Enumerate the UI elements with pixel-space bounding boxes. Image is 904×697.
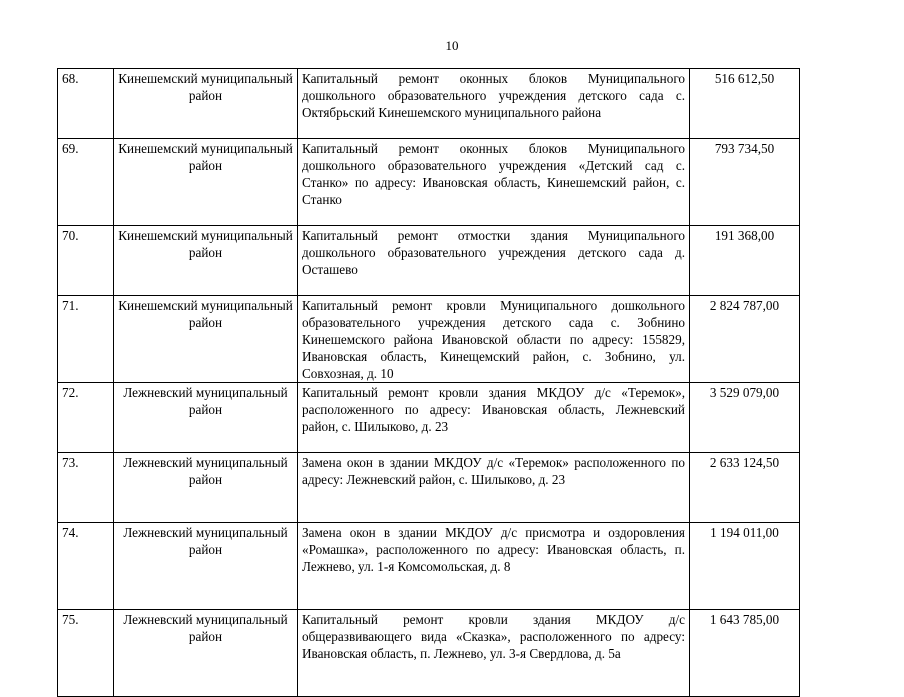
table-row	[58, 453, 800, 523]
amount-cell: 3 529 079,00	[690, 383, 800, 453]
table-row	[58, 69, 800, 139]
district-cell: Кинешемский муниципальный район	[114, 226, 298, 296]
row-number: 68.	[58, 69, 114, 139]
district-cell: Кинешемский муниципальный район	[114, 69, 298, 139]
amount-cell: 2 824 787,00	[690, 296, 800, 383]
table-row	[58, 383, 800, 453]
amount-cell: 793 734,50	[690, 139, 800, 226]
amount-cell: 1 194 011,00	[690, 523, 800, 610]
district-cell: Кинешемский муниципальный район	[114, 296, 298, 383]
description-cell: Капитальный ремонт кровли здания МКДОУ д/с «Теремок», расположенного по адресу: Ивановская область, Лежневский район, с. Шилыково, д. 23	[298, 383, 690, 453]
description-cell: Капитальный ремонт отмостки здания Муниципального дошкольного образовательного учреждения детского сада д. Осташево	[298, 226, 690, 296]
amount-cell: 516 612,50	[690, 69, 800, 139]
table-row	[58, 139, 800, 226]
row-number: 74.	[58, 523, 114, 610]
description-cell: Капитальный ремонт кровли Муниципального дошкольного образовательного учреждения детского сада с. Зобнино Кинешемского района Ивановской области по адресу: 155829, Ивановская область, Кинещемский район, с. Зобнино, ул. Совхозная, д. 10	[298, 296, 690, 383]
page-number: 10	[445, 38, 459, 53]
funding-table	[57, 68, 800, 697]
district-cell: Лежневский муниципальный район	[114, 523, 298, 610]
amount-cell: 2 633 124,50	[690, 453, 800, 523]
row-number: 70.	[58, 226, 114, 296]
row-number: 73.	[58, 453, 114, 523]
row-number: 69.	[58, 139, 114, 226]
description-cell: Капитальный ремонт кровли здания МКДОУ д/с общеразвивающего вида «Сказка», расположенного по адресу: Ивановская область, п. Лежнево, ул. 3-я Свердлова, д. 5а	[298, 610, 690, 697]
table-row	[58, 523, 800, 610]
description-cell: Капитальный ремонт оконных блоков Муниципального дошкольного образовательного учреждения «Детский сад с. Станко» по адресу: Ивановская область, Кинешемский район, с. Станко	[298, 139, 690, 226]
table-row	[58, 226, 800, 296]
district-cell: Лежневский муниципальный район	[114, 383, 298, 453]
row-number: 75.	[58, 610, 114, 697]
description-cell: Капитальный ремонт оконных блоков Муниципального дошкольного образовательного учреждения детского сада с. Октябрьский Кинешемского муниципального района	[298, 69, 690, 139]
district-cell: Лежневский муниципальный район	[114, 610, 298, 697]
table-row	[58, 296, 800, 383]
amount-cell: 1 643 785,00	[690, 610, 800, 697]
description-cell: Замена окон в здании МКДОУ д/с присмотра и оздоровления «Ромашка», расположенного по адресу: Ивановская область, п. Лежнево, ул. 1-я Комсомольская, д. 8	[298, 523, 690, 610]
table-row	[58, 610, 800, 697]
amount-cell: 191 368,00	[690, 226, 800, 296]
district-cell: Кинешемский муниципальный район	[114, 139, 298, 226]
district-cell: Лежневский муниципальный район	[114, 453, 298, 523]
row-number: 71.	[58, 296, 114, 383]
description-cell: Замена окон в здании МКДОУ д/с «Теремок» расположенного по адресу: Лежневский район, с. Шилыково, д. 23	[298, 453, 690, 523]
row-number: 72.	[58, 383, 114, 453]
